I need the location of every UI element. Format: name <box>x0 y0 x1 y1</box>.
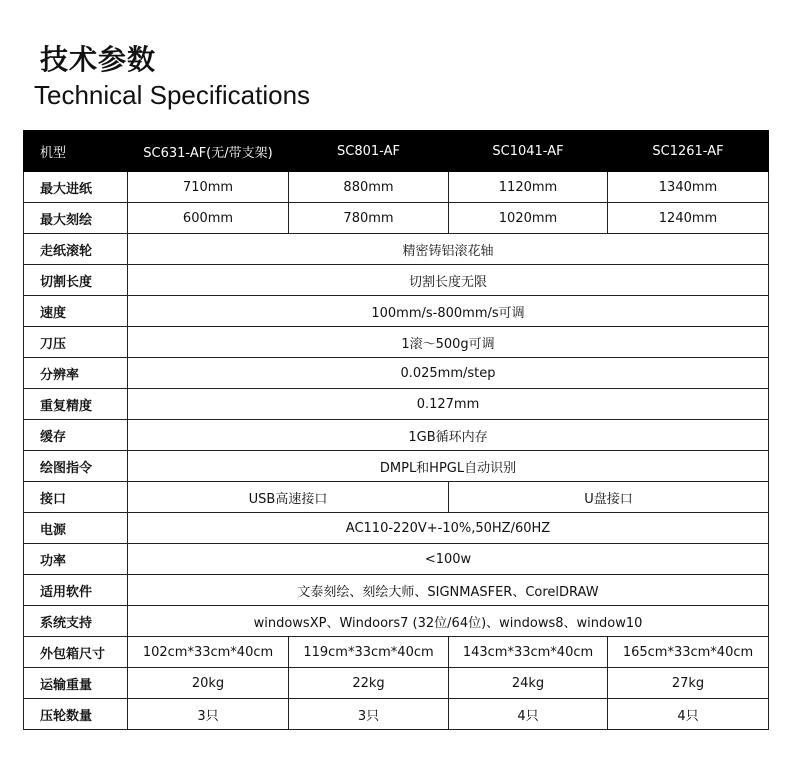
row-label: 压轮数量 <box>24 699 128 730</box>
cell-value: 3只 <box>128 699 289 730</box>
table-row <box>24 544 769 575</box>
table-row <box>24 668 769 699</box>
table-row <box>24 606 769 637</box>
row-label: 最大刻绘 <box>24 203 128 234</box>
table-row <box>24 482 769 513</box>
table-row <box>24 327 769 358</box>
row-label: 重复精度 <box>24 389 128 420</box>
table-row <box>24 389 769 420</box>
cell-value: 710mm <box>128 172 289 203</box>
row-label: 电源 <box>24 513 128 544</box>
row-label: 切割长度 <box>24 265 128 296</box>
cell-value: 1滚～500g可调 <box>128 327 769 358</box>
model-header: SC631-AF(无/带支架) <box>128 131 289 172</box>
cell-value: 600mm <box>128 203 289 234</box>
model-header: SC801-AF <box>289 131 449 172</box>
table-row <box>24 234 769 265</box>
cell-value: <100w <box>128 544 769 575</box>
header-label: 机型 <box>24 131 128 172</box>
cell-value: U盘接口 <box>449 482 769 513</box>
row-label: 速度 <box>24 296 128 327</box>
row-label: 刀压 <box>24 327 128 358</box>
table-row <box>24 203 769 234</box>
row-label: 功率 <box>24 544 128 575</box>
page-title-en: Technical Specifications <box>34 80 311 110</box>
table-row <box>24 513 769 544</box>
cell-value: 4只 <box>608 699 769 730</box>
row-label: 适用软件 <box>24 575 128 606</box>
row-label: 缓存 <box>24 420 128 451</box>
row-label: 最大进纸 <box>24 172 128 203</box>
row-label: 分辨率 <box>24 358 128 389</box>
row-label: 接口 <box>24 482 128 513</box>
cell-value: 1020mm <box>449 203 608 234</box>
cell-value: 0.025mm/step <box>128 358 769 389</box>
table-row <box>24 420 769 451</box>
cell-value: 100mm/s-800mm/s可调 <box>128 296 769 327</box>
cell-value: 20kg <box>128 668 289 699</box>
cell-value: USB高速接口 <box>128 482 449 513</box>
cell-value: 24kg <box>449 668 608 699</box>
cell-value: 切割长度无限 <box>128 265 769 296</box>
cell-value: 880mm <box>289 172 449 203</box>
cell-value: 1240mm <box>608 203 769 234</box>
table-row <box>24 699 769 730</box>
table-row <box>24 296 769 327</box>
cell-value: DMPL和HPGL自动识别 <box>128 451 769 482</box>
row-label: 走纸滚轮 <box>24 234 128 265</box>
table-row <box>24 172 769 203</box>
model-header: SC1261-AF <box>608 131 769 172</box>
cell-value: 文泰刻绘、刻绘大师、SIGNMASFER、CorelDRAW <box>128 575 769 606</box>
table-row <box>24 575 769 606</box>
model-header: SC1041-AF <box>449 131 608 172</box>
cell-value: 1340mm <box>608 172 769 203</box>
cell-value: 165cm*33cm*40cm <box>608 637 769 668</box>
row-label: 绘图指令 <box>24 451 128 482</box>
cell-value: 3只 <box>289 699 449 730</box>
table-row <box>24 358 769 389</box>
table-row <box>24 265 769 296</box>
page-title-cn: 技术参数 <box>40 43 157 76</box>
table-row <box>24 637 769 668</box>
row-label: 外包箱尺寸 <box>24 637 128 668</box>
cell-value: 143cm*33cm*40cm <box>449 637 608 668</box>
cell-value: 4只 <box>449 699 608 730</box>
cell-value: 780mm <box>289 203 449 234</box>
cell-value: windowsXP、Windoors7 (32位/64位)、windows8、window10 <box>128 606 769 637</box>
cell-value: 27kg <box>608 668 769 699</box>
cell-value: 119cm*33cm*40cm <box>289 637 449 668</box>
row-label: 系统支持 <box>24 606 128 637</box>
cell-value: 1GB循环内存 <box>128 420 769 451</box>
table-row <box>24 451 769 482</box>
cell-value: 22kg <box>289 668 449 699</box>
cell-value: 0.127mm <box>128 389 769 420</box>
cell-value: 1120mm <box>449 172 608 203</box>
cell-value: 精密铸铝滚花轴 <box>128 234 769 265</box>
table-header-row <box>24 131 769 172</box>
spec-table <box>23 130 769 730</box>
cell-value: AC110-220V+-10%,50HZ/60HZ <box>128 513 769 544</box>
row-label: 运输重量 <box>24 668 128 699</box>
cell-value: 102cm*33cm*40cm <box>128 637 289 668</box>
